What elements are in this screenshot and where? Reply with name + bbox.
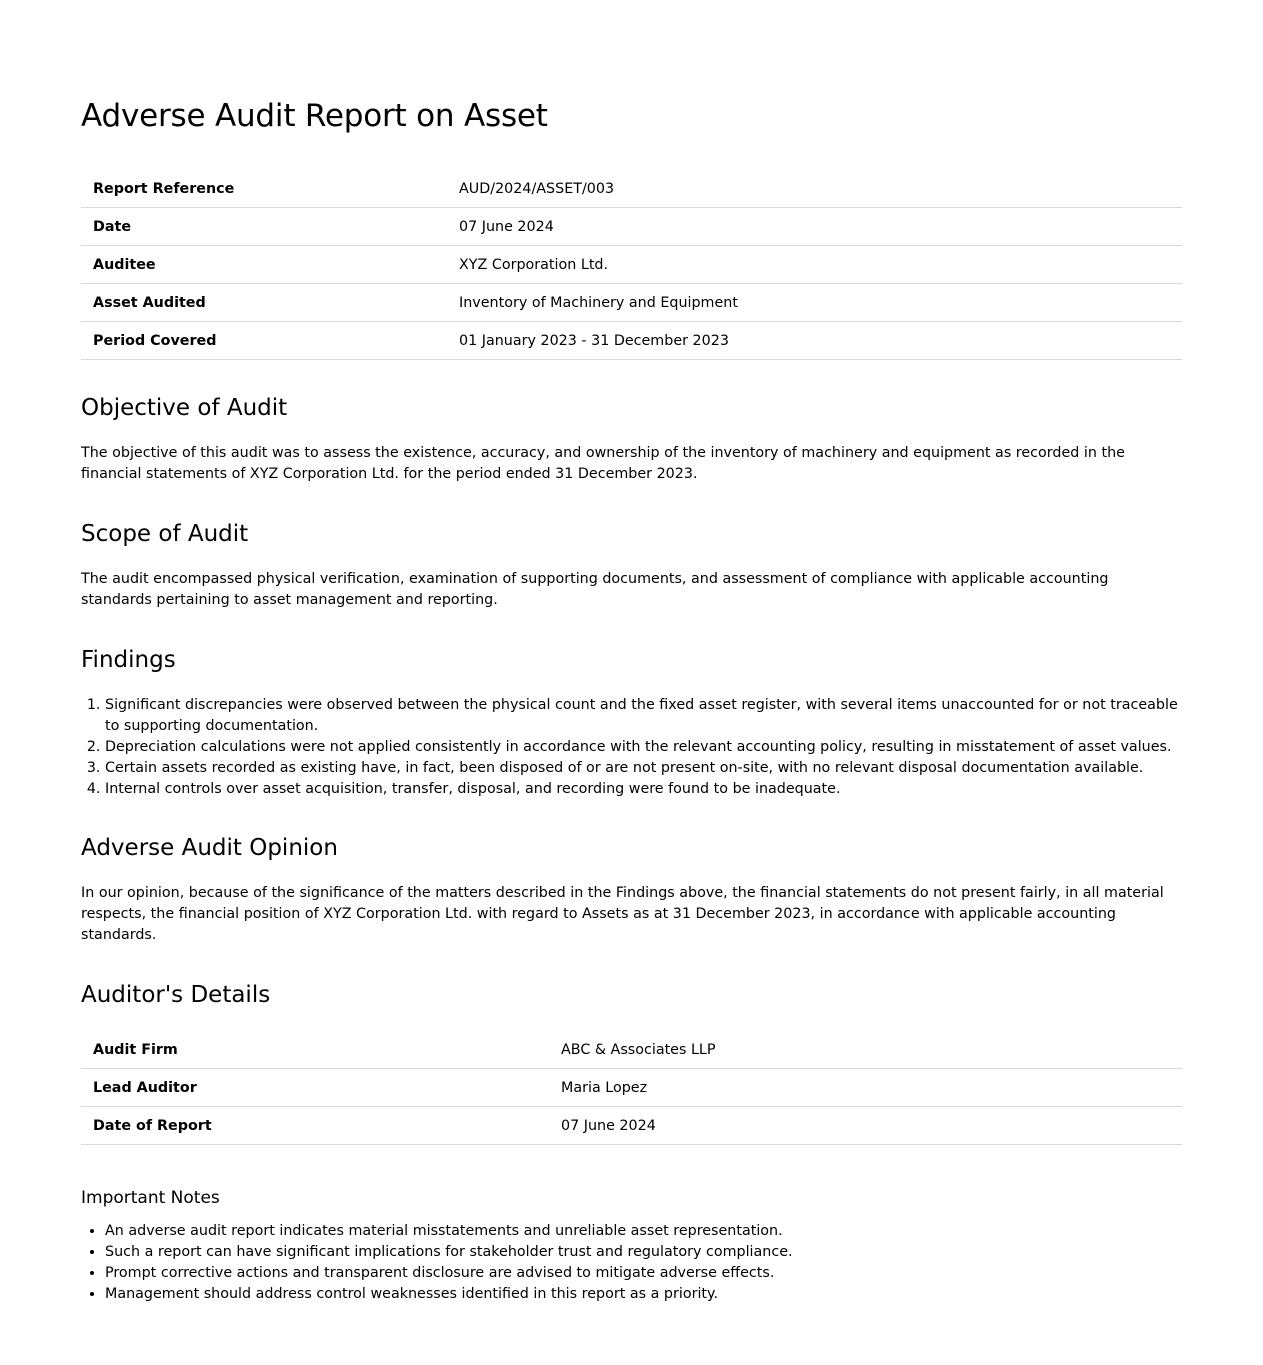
auditor-row-audit-firm [81,1031,1182,1069]
scope-heading: Scope of Audit [81,521,249,547]
auditor-label: Date of Report [81,1107,549,1145]
note-item: • Management should address control weaknesses identified in this report as a priority. [105,1284,1182,1305]
finding-item: 4. Internal controls over asset acquisition, transfer, disposal, and recording were found to be inadequate. [105,779,1182,800]
objective-paragraph: The objective of this audit was to assess the existence, accuracy, and ownership of the inventory of machinery and equipment as recorded in the financial statements of XYZ Corporation Ltd. for the period ended 31 December 2023. [81,445,1125,482]
auditor-details-table [81,1031,1182,1145]
note-item: • Such a report can have significant implications for stakeholder trust and regulatory compliance. [105,1242,1182,1263]
meta-label: Period Covered [81,322,447,360]
auditor-label: Audit Firm [81,1031,549,1069]
auditor-row-lead-auditor [81,1069,1182,1107]
meta-row-auditee [81,246,1182,284]
meta-row-asset-audited [81,284,1182,322]
auditor-value: 07 June 2024 [549,1107,1182,1145]
opinion-heading: Adverse Audit Opinion [81,835,338,861]
meta-row-period-covered [81,322,1182,360]
important-notes-list [81,1221,1182,1305]
meta-row-date [81,208,1182,246]
meta-label: Date [81,208,447,246]
opinion-paragraph: In our opinion, because of the significance of the matters described in the Findings above, the financial statements do not present fairly, in all material respects, the financial position of XYZ Corporation Ltd. with regard to Assets as at 31 December 2023, in accordance with applicable accounting standards. [81,885,1164,943]
note-item: • Prompt corrective actions and transparent disclosure are advised to mitigate adverse effects. [105,1263,1182,1284]
findings-list [81,695,1182,800]
auditor-value: Maria Lopez [549,1069,1182,1107]
findings-heading: Findings [81,647,176,673]
report-meta-table [81,170,1182,360]
objective-heading: Objective of Audit [81,395,288,421]
auditor-label: Lead Auditor [81,1069,549,1107]
meta-label: Report Reference [81,170,447,208]
meta-value: AUD/2024/ASSET/003 [447,170,1182,208]
important-notes-heading: Important Notes [81,1188,220,1208]
meta-label: Auditee [81,246,447,284]
finding-item: 3. Certain assets recorded as existing have, in fact, been disposed of or are not present on-site, with no relevant disposal documentation available. [105,758,1182,779]
meta-value: XYZ Corporation Ltd. [447,246,1182,284]
meta-value: 07 June 2024 [447,208,1182,246]
auditor-details-heading: Auditor's Details [81,982,271,1008]
auditor-value: ABC & Associates LLP [549,1031,1182,1069]
finding-item: 1. Significant discrepancies were observed between the physical count and the fixed asset register, with several items unaccounted for or not traceable to supporting documentation. [105,695,1182,737]
note-item: • An adverse audit report indicates material misstatements and unreliable asset representation. [105,1221,1182,1242]
finding-item: 2. Depreciation calculations were not applied consistently in accordance with the relevant accounting policy, resulting in misstatement of asset values. [105,737,1182,758]
meta-row-report-reference [81,170,1182,208]
scope-paragraph: The audit encompassed physical verification, examination of supporting documents, and assessment of compliance with applicable accounting standards pertaining to asset management and reporting. [81,571,1109,608]
meta-value: 01 January 2023 - 31 December 2023 [447,322,1182,360]
meta-label: Asset Audited [81,284,447,322]
page-title: Adverse Audit Report on Asset [81,98,548,134]
meta-value: Inventory of Machinery and Equipment [447,284,1182,322]
auditor-row-date-of-report [81,1107,1182,1145]
